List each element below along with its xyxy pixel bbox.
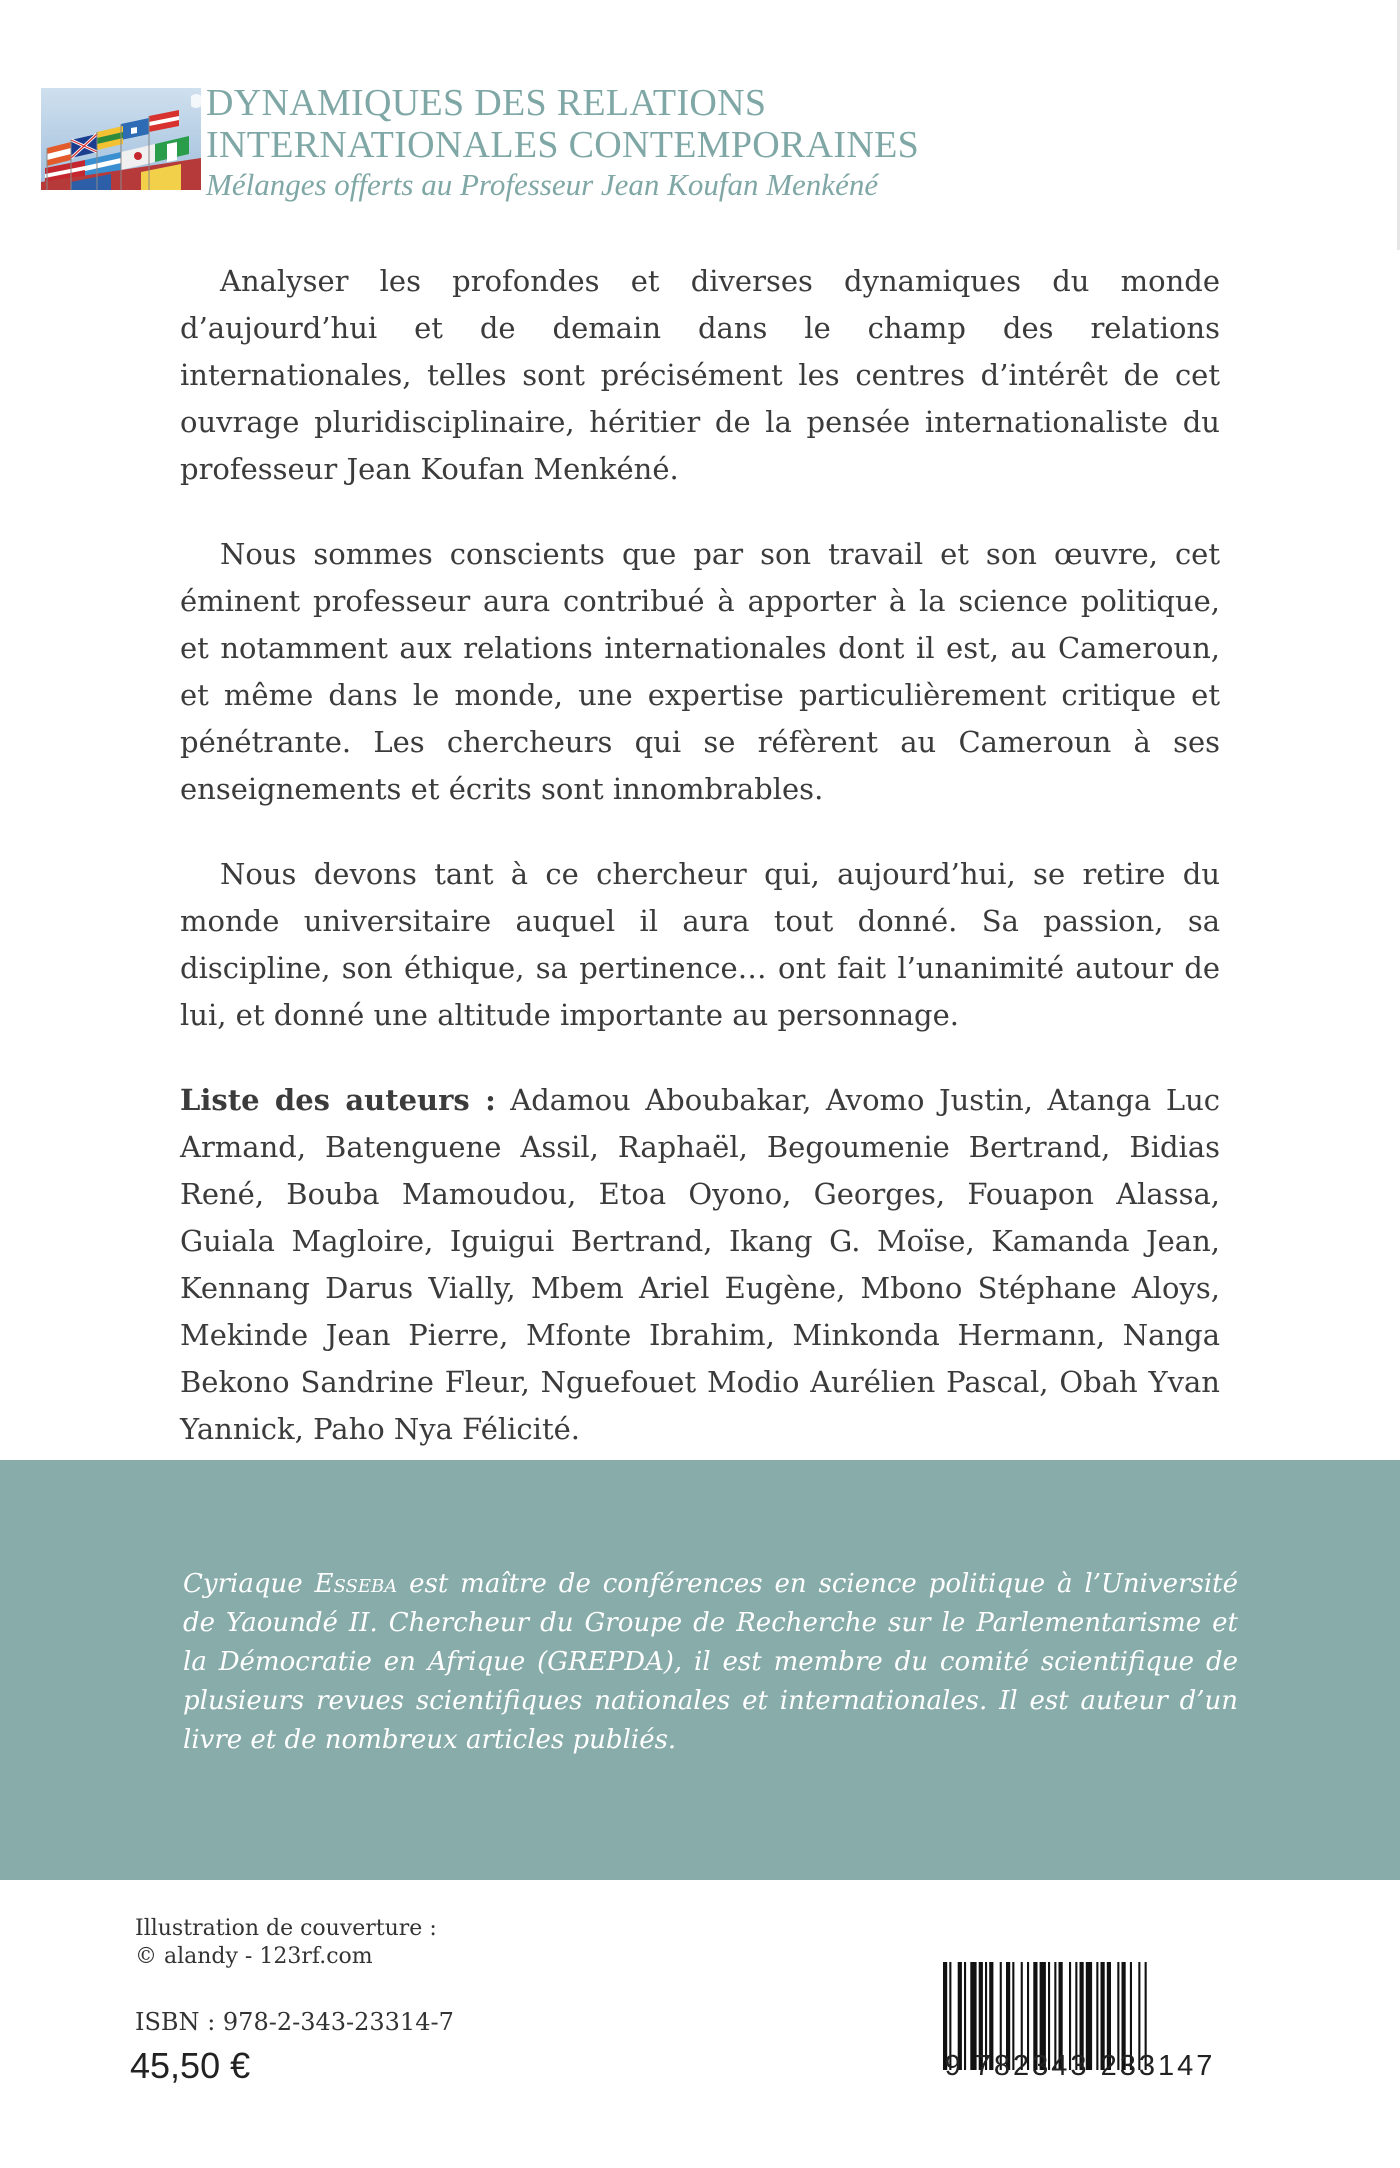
book-subtitle: Mélanges offerts au Professeur Jean Koufan Menkéné	[206, 167, 879, 202]
isbn-text: ISBN : 978-2-343-23314-7	[135, 2008, 454, 2036]
author-bio-text: est maître de conférences en science politique à l’Université de Yaoundé II. Chercheur du Groupe de Recherche sur le Parlementarisme et la Démocratie en Afrique (GREPDA), il est membre du comité scientifique de plusieurs revues scientifiques nationales et internationales. Il est auteur d’un livre et de nombreux articles publiés.	[183, 1569, 1238, 1755]
summary-paragraph-3: Nous devons tant à ce chercheur qui, aujourd’hui, se retire du monde universitaire auquel il aura tout donné. Sa passion, sa discipline, son éthique, sa pertinence… ont fait l’unanimité autour de lui, et donné une altitude importante au personnage.	[180, 857, 1220, 1032]
book-title-line-1: DYNAMIQUES DES RELATIONS	[206, 82, 767, 124]
credit-line-1: Illustration de couverture :	[135, 1916, 437, 1941]
author-first-name: Cyriaque	[183, 1569, 315, 1599]
authors-names: Adamou Aboubakar, Avomo Justin, Atanga Luc Armand, Batenguene Assil, Raphaël, Begoumenie Bertrand, Bidias René, Bouba Mamoudou, Etoa Oyono, Georges, Fouapon Alassa, Guiala Magloire, Iguigui Bertrand, Ikang G. Moïse, Kamanda Jean, Kennang Darus Vially, Mbem Ariel Eugène, Mbono Stéphane Aloys, Mekinde Jean Pierre, Mfonte Ibrahim, Minkonda Hermann, Nanga Bekono Sandrine Fleur, Nguefouet Modio Aurélien Pascal, Obah Yvan Yannick, Paho Nya Félicité.	[180, 1083, 1220, 1446]
barcode-digits: 9 782343 233147	[944, 2050, 1216, 2082]
cover-flags-image	[41, 88, 201, 190]
flags-illustration-icon	[41, 88, 201, 190]
book-title-line-2: INTERNATIONALES CONTEMPORAINES	[206, 124, 920, 166]
back-cover-summary	[180, 258, 1220, 1453]
authors-list	[180, 1077, 1220, 1453]
summary-paragraph-1: Analyser les profondes et diverses dynamiques du monde d’aujourd’hui et de demain dans le champ des relations internationales, telles sont précisément les centres d’intérêt de cet ouvrage pluridisciplinaire, héritier de la pensée internationaliste du professeur Jean Koufan Menkéné.	[180, 264, 1220, 486]
author-bio	[183, 1565, 1238, 1760]
credit-line-2: © alandy - 123rf.com	[135, 1944, 373, 1969]
price-text: 45,50 €	[130, 2045, 251, 2086]
cover-credits	[135, 1915, 437, 1971]
authors-label: Liste des auteurs :	[180, 1083, 496, 1117]
summary-paragraph-2: Nous sommes conscients que par son travail et son œuvre, cet éminent professeur aura contribué à apporter à la science politique, et notamment aux relations internationales dont il est, au Cameroun, et même dans le monde, une expertise particulièrement critique et pénétrante. Les chercheurs qui se réfèrent au Cameroun à ses enseignements et écrits sont innombrables.	[180, 537, 1220, 806]
book-header	[206, 82, 1356, 204]
author-last-name: Esseba	[314, 1569, 398, 1599]
